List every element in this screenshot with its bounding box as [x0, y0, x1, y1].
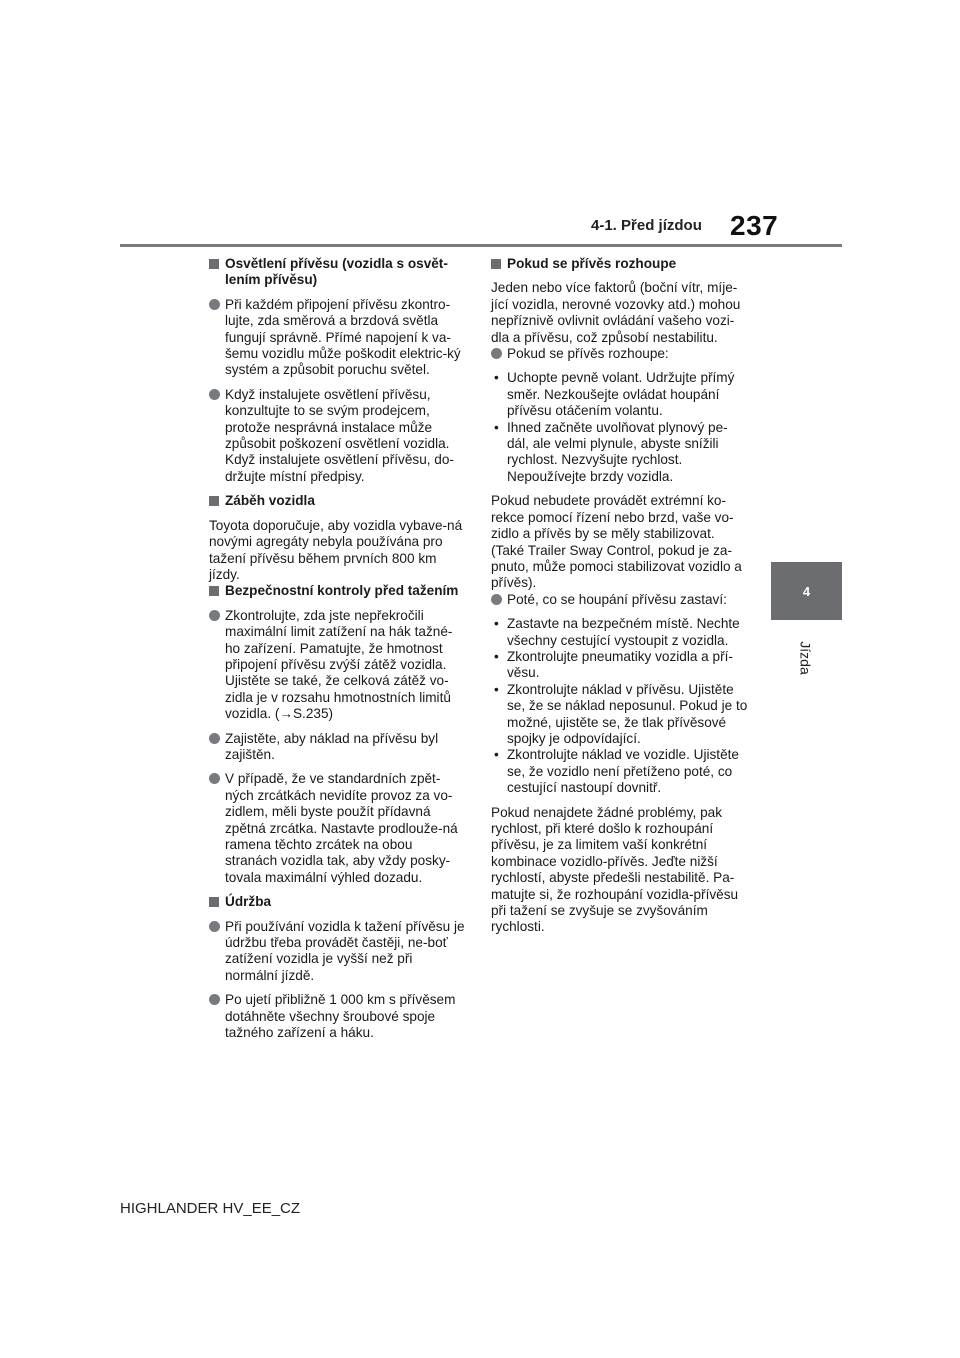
bullet-item — [209, 992, 467, 1041]
heading-text: Údržba — [225, 894, 272, 910]
bullet-dot-icon — [209, 921, 220, 932]
sub-item-text: Zastavte na bezpečném místě. Nechte všechny cestující vystoupit z vozidla. — [507, 616, 740, 648]
bullet-dot-icon — [491, 348, 502, 359]
paragraph — [491, 280, 749, 346]
sub-item-text: Zkontrolujte náklad v přívěsu. Ujistěte se, že se náklad neposunul. Pokud je to možné, ujistěte se, že tlak přívěsové spojky je odpovídající. — [507, 681, 748, 746]
right-column — [491, 256, 749, 936]
bullet-text: Při používání vozidla k tažení přívěsu je údržbu třeba provádět častěji, ne-boť zatížení vozidla je vyšší než při normální jízdě. — [225, 918, 465, 983]
bullet-dot-icon — [209, 389, 220, 400]
bullet-text: Poté, co se houpání přívěsu zastaví: — [507, 591, 727, 607]
heading-text: Bezpečnostní kontroly před tažením — [225, 583, 459, 599]
sub-item — [491, 747, 749, 796]
sub-item — [491, 420, 749, 486]
heading-text: Osvětlení přívěsu (vozidla s osvět-lením přívěsu) — [225, 256, 448, 288]
paragraph-text: Jeden nebo více faktorů (boční vítr, míje-jící vozidla, nerovné vozovky atd.) mohou nepříznivě ovlivnit ovládání vašeho vozi-dla a přívěsu, což způsobí nestabilitu. — [491, 280, 741, 345]
bullet-dot-icon — [209, 733, 220, 744]
square-marker-icon — [209, 586, 219, 596]
square-marker-icon — [491, 259, 501, 269]
heading-text: Pokud se přívěs rozhoupe — [507, 256, 677, 271]
bullet-item — [209, 297, 467, 379]
section-heading — [209, 894, 467, 910]
sub-item — [491, 682, 749, 748]
section-heading — [209, 256, 467, 289]
chapter-number: 4 — [802, 583, 811, 599]
bullet-text: Zkontrolujte, zda jste nepřekročili maximální limit zatížení na hák tažné-ho zařízení. Pamatujte, že hmotnost připojení přívěsu zvýší zátěž vozidla. Ujistěte se také, že celková zátěž vo-zidla je v rozsahu hmotnostních limitů vozidla. (→S.235) — [225, 607, 453, 722]
bullet-item — [209, 919, 467, 985]
sub-item-text: Ihned začněte uvolňovat plynový pe-dál, ale velmi plynule, abyste snížili rychlost. Nezvyšujte rychlost. Nepoužívejte brzdy vozidla. — [507, 419, 728, 484]
sub-item-text: Zkontrolujte pneumatiky vozidla a pří-věsu. — [507, 648, 733, 681]
bullet-item — [209, 608, 467, 723]
bullet-text: Při každém připojení přívěsu zkontro-lujte, zda směrová a brzdová světla fungují správně. Přímé napojení k va-šemu vozidlu může poškodit elektric-ký systém a způsobit poruchu světel. — [225, 296, 461, 378]
bullet-item — [209, 771, 467, 886]
chapter-label: Jízda — [798, 641, 814, 675]
bullet-dot-icon — [209, 299, 220, 310]
paragraph-text: Toyota doporučuje, aby vozidla vybave-ná novými agregáty nebyla používána pro tažení přívěsu během prvních 800 km jízdy. — [209, 517, 463, 582]
bullet-item — [209, 387, 467, 485]
section-heading — [209, 583, 467, 599]
bullet-text: Po ujetí přibližně 1 000 km s přívěsem dotáhněte všechny šroubové spoje tažného zařízení a háku. — [225, 992, 456, 1041]
page-number: 237 — [730, 210, 779, 241]
bullet-dot-icon — [491, 594, 502, 605]
bullet-text: V případě, že ve standardních zpět-ných zrcátkách nevidíte provoz za vo-zidlem, měli byste použít přídavná zpětná zrcátka. Nastavte prodlouže-ná ramena těchto zrcátek na obou stranách vozidla tak, aby vždy posky-tovala maximální výhled dozadu. — [225, 771, 458, 885]
sub-item-text: Uchopte pevně volant. Udržujte přímý směr. Nezkoušejte ovládat houpání přívěsu otáčením volantu. — [507, 370, 735, 419]
small-bullet-icon: • — [494, 370, 499, 386]
bullet-dot-icon — [209, 994, 220, 1005]
sub-item — [491, 370, 749, 419]
small-bullet-icon: • — [494, 747, 499, 763]
sub-item — [491, 649, 749, 682]
paragraph-text: Pokud nenajdete žádné problémy, pak rychlost, při které došlo k rozhoupání přívěsu, je za limitem vaší konkrétní kombinace vozidlo-přívěs. Jeďte nižší rychlostí, abyste předešli nestabilitě. Pa-matujte si, že rozhoupání vozidla-přívěsu při tažení se zvyšuje se zvyšováním rychlosti. — [491, 804, 739, 935]
section-title: 4-1. Před jízdou — [591, 217, 702, 234]
bullet-dot-icon — [209, 610, 220, 621]
square-marker-icon — [209, 496, 219, 506]
bullet-item — [209, 731, 467, 764]
section-heading — [209, 493, 467, 509]
square-marker-icon — [209, 897, 219, 907]
header-divider — [120, 244, 842, 247]
sub-item — [491, 616, 749, 649]
paragraph — [209, 518, 467, 584]
paragraph-text: Pokud nebudete provádět extrémní ko-rekce pomocí řízení nebo brzd, vaše vo-zidlo a přívěs by se měly stabilizovat. (Také Trailer Sway Control, pokud je za-pnuto, může pomoci stabilizovat vozidlo a přívěs). — [491, 493, 742, 591]
small-bullet-icon: • — [494, 419, 499, 435]
bullet-dot-icon — [209, 773, 220, 784]
bullet-text: Pokud se přívěs rozhoupe: — [507, 346, 669, 362]
bullet-text: Zajistěte, aby náklad na přívěsu byl zajištěn. — [225, 730, 439, 762]
chapter-label-container — [776, 628, 836, 688]
small-bullet-icon: • — [494, 681, 499, 697]
paragraph — [491, 805, 749, 936]
heading-text: Záběh vozidla — [225, 493, 315, 509]
chapter-tab — [771, 562, 842, 620]
section-heading — [491, 256, 749, 272]
bullet-text: Když instalujete osvětlení přívěsu, konzultujte to se svým prodejcem, protože nesprávná instalace může způsobit poškození osvětlení vozidla. Když instalujete osvětlení přívěsu, do-držujte místní předpisy. — [225, 386, 454, 484]
bullet-item — [491, 346, 749, 362]
bullet-item — [491, 592, 749, 608]
left-column — [209, 256, 467, 1049]
small-bullet-icon: • — [494, 616, 499, 632]
paragraph — [491, 493, 749, 591]
sub-item-text: Zkontrolujte náklad ve vozidle. Ujistěte se, že vozidlo není přetíženo poté, co cestující nastoupí dovnitř. — [507, 747, 739, 796]
square-marker-icon — [209, 259, 219, 269]
model-footer: HIGHLANDER HV_EE_CZ — [120, 1200, 301, 1217]
small-bullet-icon: • — [494, 648, 499, 664]
